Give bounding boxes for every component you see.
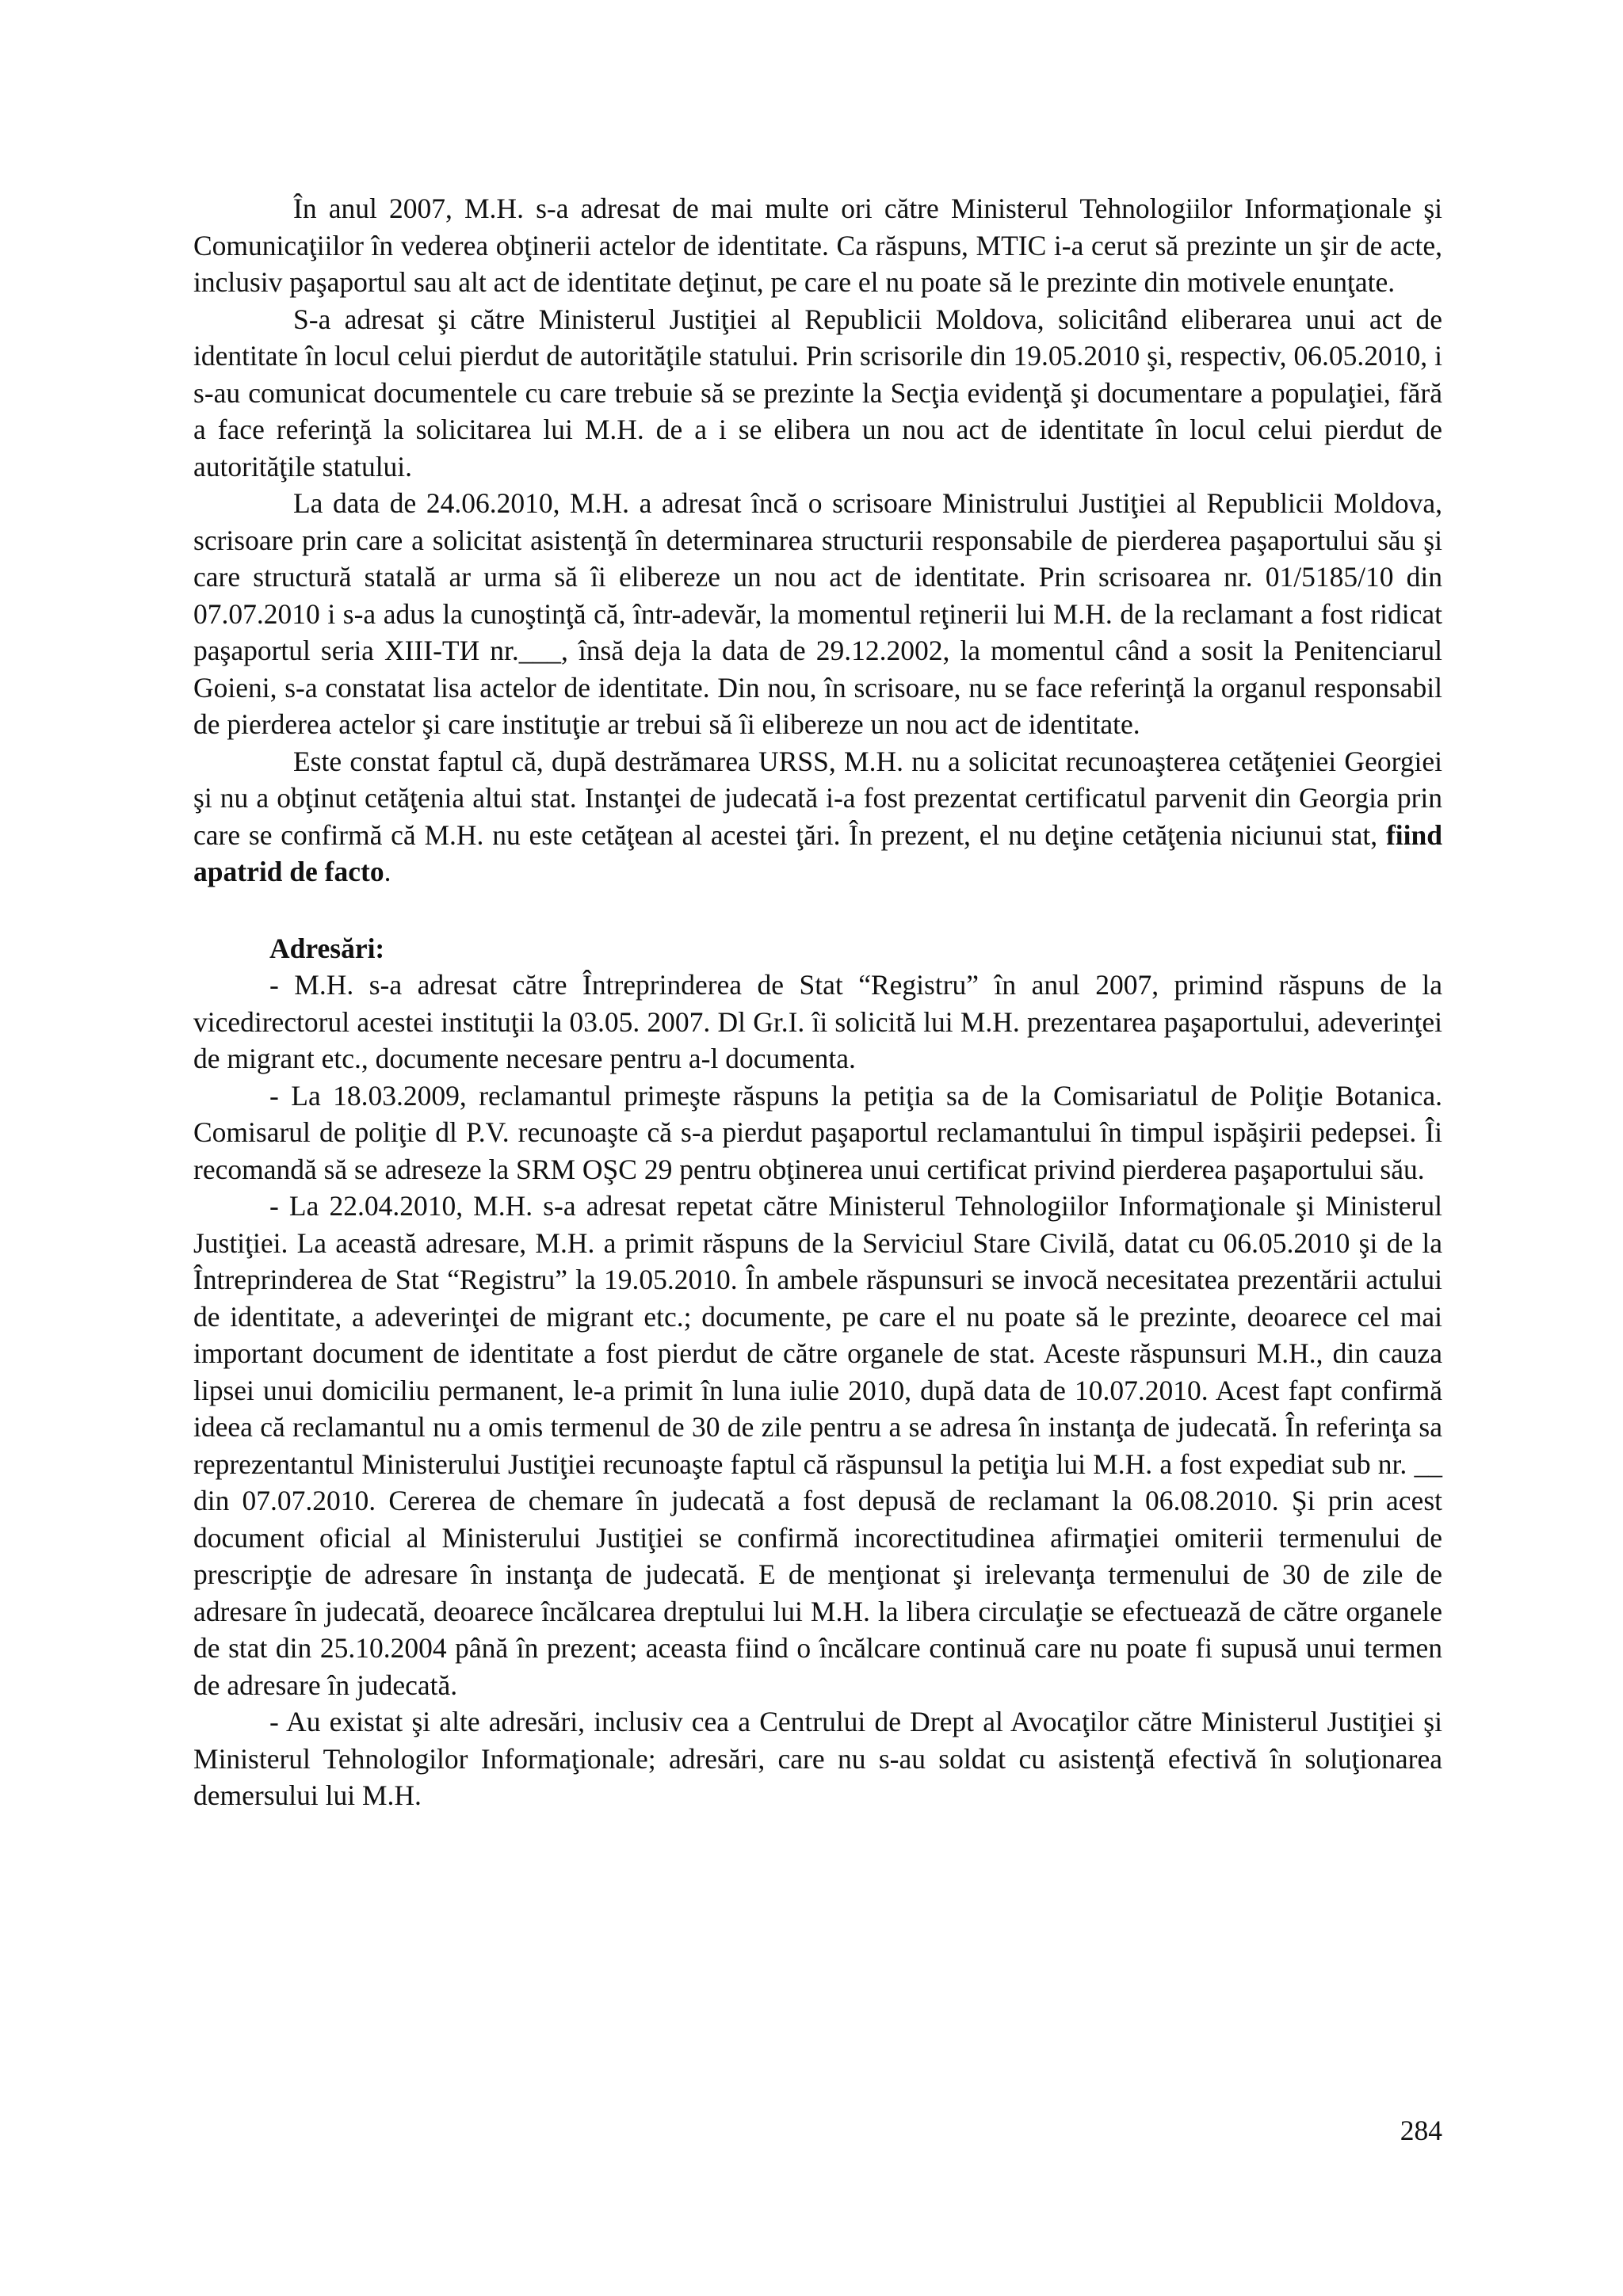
paragraph-ministry-justice: S-a adresat şi către Ministerul Justiţiei al Republicii Moldova, solicitând eliberarea unui act de identitate în locul celui pierdut de autorităţile statului. Prin scrisorile din 19.05.2010 şi, respectiv, 06.05.2010, i s-au comunicat documentele cu care trebuie să se prezinte la Secţia evidenţă şi documentare a populaţiei, fără a face referinţă la solicitarea lui M.H. de a i se elibera un nou act de identitate în locul celui pierdut de autorităţile statului. (193, 303, 1442, 482)
paragraph-mtic-request: În anul 2007, M.H. s-a adresat de mai multe ori către Ministerul Tehnologiilor Informaţionale şi Comunicaţiilor în vederea obţinerii actelor de identitate. Ca răspuns, MTIC i-a cerut să prezinte un şir de acte, inclusiv paşaportul sau alt act de identitate deţinut, pe care el nu poate să le prezinte din motivele enunţate. (193, 193, 1442, 298)
adresare-22-04-2010: - La 22.04.2010, M.H. s-a adresat repetat către Ministerul Tehnologiilor Informaţionale şi Ministerul Justiţiei. La această adresare, M.H. a primit răspuns de la Serviciul Stare Civilă, datat cu 06.05.2010 şi de la Întreprinderea de Stat “Registru” la 19.05.2010. În ambele răspunsuri se invocă necesitatea prezentării actului de identitate, a adeverinţei de migrant etc.; documente, pe care el nu poate să le prezinte, deoarece cel mai important document de identitate a fost pierdut de către organele de stat. Aceste răspunsuri M.H., din cauza lipsei unui domiciliu permanent, le-a primit în luna iulie 2010, după data de 10.07.2010. Acest fapt confirmă ideea că reclamantul nu a omis termenul de 30 de zile pentru a se adresa în instanţa de judecată. În referinţa sa reprezentantul Ministerului Justiţiei recunoaşte faptul că răspunsul la petiţia lui M.H. a fost expediat sub nr. __ din 07.07.2010. Cererea de chemare în judecată a fost depusă de reclamant la 06.08.2010. Şi prin acest document oficial al Ministerului Justiţiei se confirmă incorectitudinea afirmaţiei omiterii termenului de prescripţie de adresare în instanţa de judecată. E de menţionat şi irelevanţa termenului de 30 de zile de adresare în judecată, deoarece încălcarea dreptului lui M.H. la libera circulaţie se efectuează de către organele de stat din 25.10.2004 până în prezent; aceasta fiind o încălcare continuă care nu poate fi supusă unui termen de adresare în judecată. (193, 1190, 1442, 1701)
apatrid-emphasis: fiind apatrid de facto (193, 818, 1442, 887)
section-heading-adresari: Adresări: (269, 932, 385, 964)
document-page (193, 190, 1442, 1814)
citizenship-end: . (384, 856, 391, 887)
citizenship-text: Este constat faptul că, după destrămarea URSS, M.H. nu a solicitat recunoaşterea cetăţeniei Georgiei şi nu a obţinut cetăţenia altui stat. Instanţei de judecată i-a fost prezentat certificatul parvenit din Georgia prin care se confirmă că M.H. nu este cetăţean al acestei ţări. În prezent, el nu deţine cetăţenia niciunui stat, (193, 745, 1442, 851)
paragraph-letter-24-06-2010: La data de 24.06.2010, M.H. a adresat încă o scrisoare Ministrului Justiţiei al Republicii Moldova, scrisoare prin care a solicitat asistenţă în determinarea structurii responsabile de pierderea paşaportului său şi care structură statală ar urma să îi elibereze un nou act de identitate. Prin scrisoarea nr. 01/5185/10 din 07.07.2010 i s-a adus la cunoştinţă că, într-adevăr, la momentul reţinerii lui M.H. de la reclamant a fost ridicat paşaportul seria XIII-ТИ nr.___, însă deja la data de 29.12.2002, la momentul când a sosit la Penitenciarul Goieni, s-a constatat lisa actelor de identitate. Din nou, în scrisoare, nu se face referinţă la organul responsabil de pierderea actelor şi care instituţie ar trebui să îi elibereze un nou act de identitate. (193, 487, 1442, 740)
adresare-centrul-avocati: - Au existat şi alte adresări, inclusiv cea a Centrului de Drept al Avocaţilor către Ministerul Justiţiei şi Ministerul Tehnologilor Informaţionale; adresări, care nu s-au soldat cu asistenţă efectivă în soluţionarea demersului lui M.H. (193, 1706, 1442, 1811)
adresare-registru-2007: - M.H. s-a adresat către Întreprinderea de Stat “Registru” în anul 2007, primind răspuns de la vicedirectorul acestei instituţii la 03.05. 2007. Dl Gr.I. îi solicită lui M.H. prezentarea paşaportului, adeverinţei de migrant etc., documente necesare pentru a-l documenta. (193, 969, 1442, 1074)
page-number: 284 (1400, 2115, 1442, 2146)
paragraph-citizenship (193, 743, 1442, 891)
adresare-politie-2009: - La 18.03.2009, reclamantul primeşte răspuns la petiţia sa de la Comisariatul de Poliţie Botanica. Comisarul de poliţie dl P.V. recunoaşte că s-a pierdut paşaportul reclamantului în timpul ispăşirii pedepsei. Îi recomandă să se adreseze la SRM OŞC 29 pentru obţinerea unui certificat privind pierderea paşaportului său. (193, 1079, 1442, 1185)
